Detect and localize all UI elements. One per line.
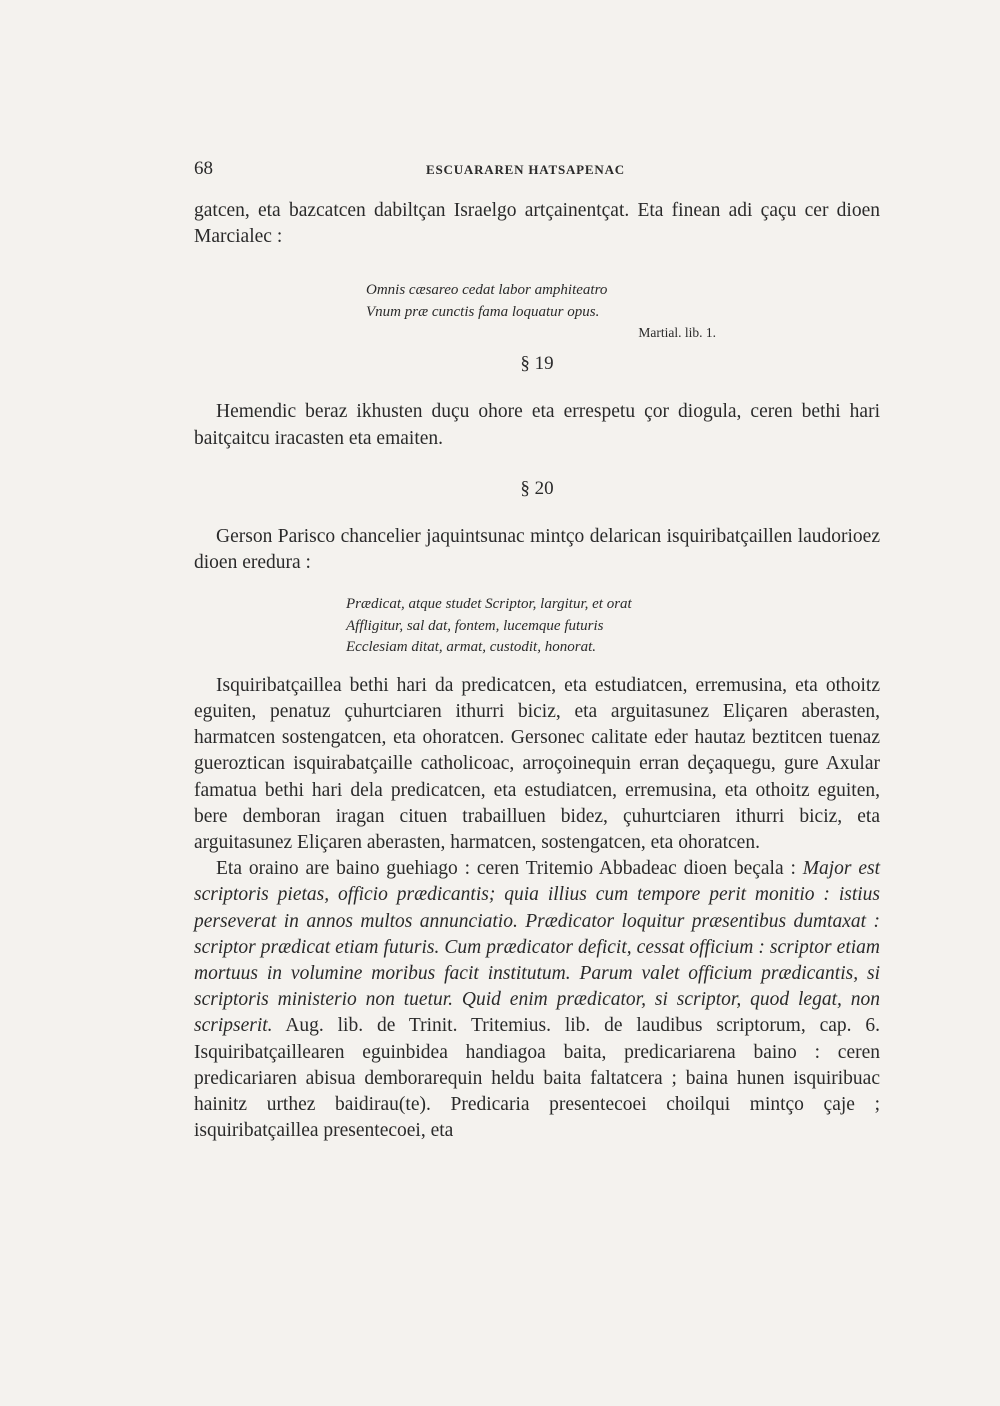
verse-line: Omnis cæsareo cedat labor amphiteatro [366, 282, 608, 299]
verse-gerson [346, 594, 880, 659]
verse-line: Ecclesiam ditat, armat, custodit, honorat. [346, 639, 596, 656]
verse-source: Martial. lib. 1. [638, 325, 716, 341]
verse-line: Prædicat, atque studet Scriptor, largitur, et orat [346, 596, 632, 613]
verse-line: Affligitur, sal dat, fontem, lucemque futuris [346, 617, 604, 634]
page-number: 68 [194, 158, 213, 179]
paragraph-3: Gerson Parisco chancelier jaquintsunac mintço delarican isquiribatçaillen laudorioez dioen eredura : [194, 525, 880, 574]
page-body [194, 198, 880, 1144]
running-head: ESCUARAREN HATSAPENAC [426, 162, 625, 177]
page-header [194, 158, 880, 188]
verse-line: Vnum præ cunctis fama loquatur opus. [366, 303, 600, 320]
section-heading-20: § 20 [520, 477, 554, 499]
verse-martial [366, 280, 880, 323]
paragraph-4: Isquiribatçaillea bethi hari da predicatcen, eta estudiatcen, erremusina, eta othoitz eguiten, penatuz çuhurtciaren ithurri biciz, eta arguitasunez Eliçaren aberasten, harmatcen sostengatcen, eta ohoratcen. Gersonec calitate eder hautaz beztitcen tuenaz gueroztican isquirabatçaille catholicoac, arroçoinequin erran deçaquegu, gure Axular famatua bethi hari dela predicatcen, eta estudiatcen, erremusina, eta othoitz eguiten, bere demboran iragan cituen trabailluen bidez, çuhurtciaren ithurri biciz, eta arguitasunez Eliçaren aberasten, harmatcen, sostengatcen, eta ohoratcen. [194, 674, 880, 853]
paragraph-1: gatcen, eta bazcatcen dabiltçan Israelgo artçainentçat. Eta finean adi çaçu cer dioen Marcialec : [194, 200, 880, 248]
paragraph-5-lead: Eta oraino are baino guehiago : ceren Tritemio Abbadeac dioen beçala : [216, 858, 803, 880]
section-heading-19: § 19 [520, 353, 554, 375]
paragraph-5-rest: Aug. lib. de Trinit. Tritemius. lib. de laudibus scriptorum, cap. 6. Isquiribatçaillearen eguinbidea handiagoa baita, predicariarena baino : ceren predicariaren abisua demborarequin heldu baita faltatcera ; baina hunen isquiribuac hainitz urthez baidirau(te). Predicaria presentecoei choilqui mintço çaje ; isquiribatçaillea presentecoei, eta [194, 1015, 880, 1142]
trithemius-quote: Major est scriptoris pietas, officio prædicantis; quia illius cum tempore perit monitio : istius perseverat in annos multos annunciatio. Prædicator loquitur præsentibus dumtaxat : scriptor prædicat etiam futuris. Cum prædicator deficit, cessat officium : scriptor etiam mortuus in volumine moribus facit institutum. Parum valet officium prædicantis, si scriptoris ministerio non tuetur. Quid enim prædicator, si scriptor, quod legat, non scripserit. [194, 858, 880, 1037]
paragraph-2: Hemendic beraz ikhusten duçu ohore eta errespetu çor diogula, ceren bethi hari baitçaitcu iracasten eta emaiten. [194, 401, 880, 449]
paragraph-5 [194, 856, 880, 1144]
